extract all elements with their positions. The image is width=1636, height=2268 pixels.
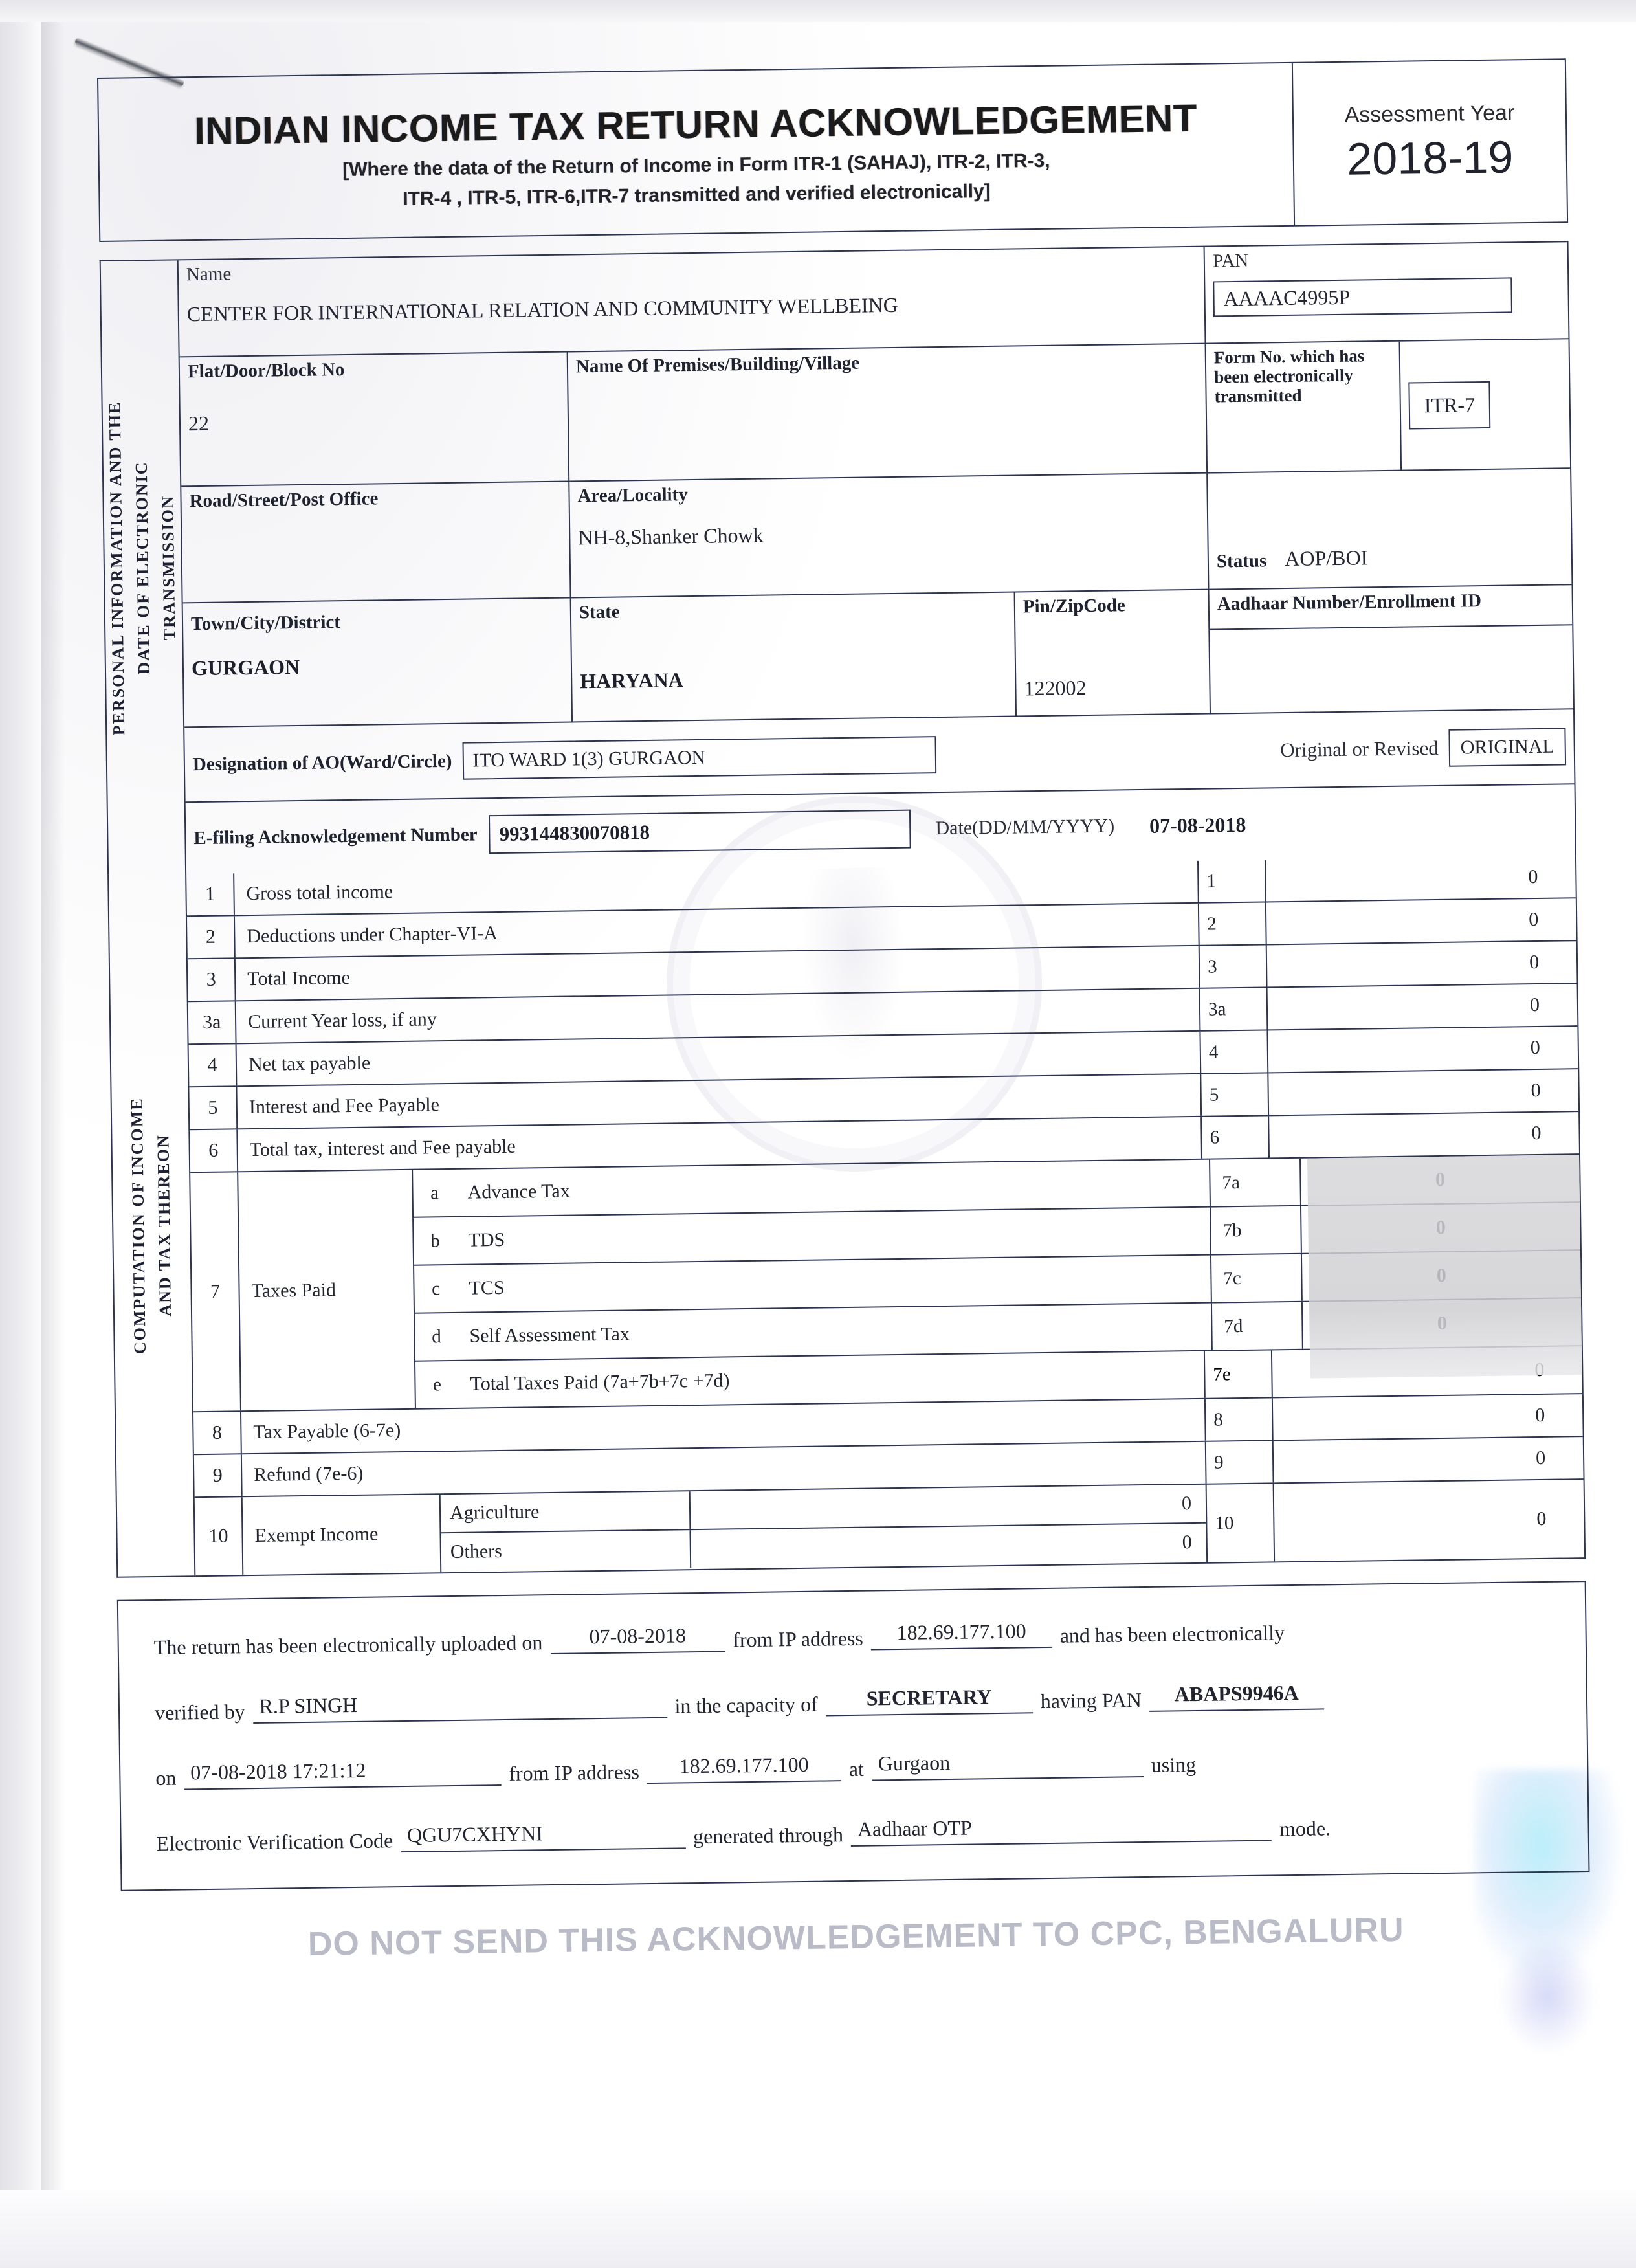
aadhaar-label-cell — [1210, 585, 1573, 630]
row-code: 3a — [1199, 988, 1268, 1030]
row-description: Interest and Fee Payable — [249, 1094, 440, 1118]
pin-label: Pin/ZipCode — [1022, 595, 1125, 617]
itr-acknowledgement-form — [97, 58, 1591, 1966]
road-area-status-row — [181, 469, 1571, 603]
row-code: 2 — [1198, 902, 1267, 944]
form-no-label-cell — [1206, 342, 1402, 474]
premises-value[interactable] — [577, 399, 1198, 407]
row-description: Net tax payable — [248, 1052, 371, 1076]
upload-ip-value[interactable]: 182.69.177.100 — [870, 1619, 1052, 1651]
computation-side-label — [109, 874, 195, 1576]
verify-text-ip: from IP address — [733, 1626, 863, 1652]
verify-text-uploaded-on: The return has been electronically uploaded on — [153, 1630, 543, 1660]
row-code: 6 — [1200, 1116, 1270, 1158]
row-number: 9 — [194, 1454, 243, 1496]
exempt-income-amount[interactable]: 0 — [1536, 1507, 1547, 1530]
taxes-paid-title: Taxes Paid — [238, 1170, 416, 1411]
pan-label: PAN — [1212, 250, 1249, 272]
do-not-send-warning: DO NOT SEND THIS ACKNOWLEDGEMENT TO CPC, BENGALURU — [307, 1911, 1404, 1963]
name-label: Name — [186, 263, 232, 285]
verified-by-value[interactable]: R.P SINGH — [252, 1689, 667, 1724]
item-letter: b — [430, 1230, 441, 1251]
item-code: 7b — [1210, 1206, 1301, 1254]
row-code: 3 — [1199, 945, 1268, 987]
row-code: 9 — [1205, 1441, 1274, 1483]
premises-cell — [568, 344, 1208, 482]
item-label: Self Assessment Tax — [469, 1323, 630, 1347]
row-amount[interactable]: 0 — [1529, 951, 1540, 973]
verification-line-3 — [155, 1743, 1552, 1790]
side-label-line-2: DATE OF ELECTRONIC — [131, 461, 153, 674]
computation-side-label-line-1: COMPUTATION OF INCOME — [127, 1096, 149, 1354]
verification-line-4 — [156, 1808, 1553, 1856]
name-cell — [179, 247, 1206, 358]
subrow-amount[interactable]: 0 — [1182, 1531, 1192, 1553]
pan-value: AAAAC4995P — [1223, 285, 1351, 311]
row-number: 3 — [188, 959, 236, 1001]
item-letter: a — [430, 1182, 439, 1203]
computation-side-label-line-2: AND TAX THEREON — [153, 1133, 175, 1317]
total-label: Total Taxes Paid (7a+7b+7c +7d) — [470, 1370, 730, 1395]
row-description: Tax Payable (6-7e) — [253, 1419, 401, 1443]
premises-label: Name Of Premises/Building/Village — [575, 352, 860, 377]
form-no-label: Form No. which has been electronically transmitted — [1213, 346, 1365, 406]
verification-line-2 — [155, 1678, 1551, 1725]
ink-smudge-artifact-secondary — [1499, 1938, 1596, 2054]
row-description: Deductions under Chapter-VI-A — [247, 922, 498, 948]
town-value-cell — [183, 612, 573, 728]
personal-information-body — [179, 242, 1575, 874]
pin-value-cell — [1015, 630, 1211, 717]
total-letter: e — [432, 1373, 442, 1395]
road-street-cell — [181, 482, 571, 603]
town-value[interactable]: GURGAON — [191, 655, 300, 680]
name-pan-row — [179, 242, 1569, 357]
form-header — [97, 58, 1568, 242]
row-number: 4 — [189, 1044, 238, 1086]
assessment-year-label: Assessment Year — [1344, 100, 1515, 128]
row-amount[interactable]: 0 — [1528, 908, 1539, 931]
ack-value: 993144830070818 — [499, 820, 650, 845]
assessment-year-value: 2018-19 — [1346, 131, 1514, 184]
header-subtitle-line-2: ITR-4 , ITR-5, ITR-6,ITR-7 transmitted and verified electronically] — [403, 180, 991, 210]
row-number: 5 — [189, 1087, 238, 1129]
exempt-income-breakdown — [441, 1485, 1206, 1572]
ao-value: ITO WARD 1(3) GURGAON — [472, 746, 706, 772]
verify-text-ip2: from IP address — [509, 1760, 640, 1785]
verify-text-capacity: in the capacity of — [674, 1692, 818, 1718]
state-label: State — [579, 601, 620, 623]
state-value[interactable]: HARYANA — [580, 668, 683, 693]
ack-value-box[interactable] — [489, 810, 911, 854]
subrow-label: Agriculture — [441, 1491, 691, 1532]
road-street-value[interactable] — [190, 533, 561, 538]
subrow-amount[interactable]: 0 — [1181, 1493, 1192, 1515]
state-label-cell — [571, 593, 1016, 639]
item-label: TCS — [469, 1276, 505, 1299]
row-code: 5 — [1200, 1073, 1269, 1115]
original-or-revised-label: Original or Revised — [1280, 736, 1439, 762]
flat-door-block-label: Flat/Door/Block No — [187, 359, 345, 383]
town-label-text: Town/City/District — [190, 612, 341, 635]
row-amount[interactable]: 0 — [1528, 865, 1538, 888]
verify-text-mode: mode. — [1279, 1816, 1331, 1841]
row-code: 8 — [1204, 1398, 1274, 1440]
generated-through-value[interactable]: Aadhaar OTP — [851, 1812, 1272, 1847]
row-description: Refund (7e-6) — [254, 1462, 364, 1486]
verify-text-on: on — [155, 1766, 177, 1790]
form-no-value-box[interactable] — [1408, 381, 1490, 429]
verify-text-verified-by: verified by — [154, 1700, 245, 1725]
pin-value[interactable]: 122002 — [1024, 676, 1087, 700]
form-no-value-cell — [1400, 339, 1571, 471]
row-amount[interactable]: 0 — [1535, 1404, 1545, 1427]
name-value[interactable]: CENTER FOR INTERNATIONAL RELATION AND COMMUNITY WELLBEING — [186, 293, 899, 326]
side-label-line-1: PERSONAL INFORMATION AND THE — [105, 401, 128, 736]
scan-bottom-gutter — [0, 2190, 1636, 2268]
pan-cell — [1205, 242, 1569, 344]
row-description: Total tax, interest and Fee payable — [249, 1135, 516, 1161]
area-locality-label: Area/Locality — [577, 484, 688, 507]
aadhaar-value-cell — [1210, 625, 1573, 714]
scan-shadow-artifact — [1307, 1155, 1582, 1378]
verification-section — [117, 1581, 1590, 1891]
ack-label: E-filing Acknowledgement Number — [193, 824, 478, 849]
ao-value-box[interactable] — [462, 736, 936, 780]
item-letter: c — [431, 1278, 441, 1299]
original-or-revised-value: ORIGINAL — [1460, 735, 1554, 759]
flat-premises-form-row — [180, 339, 1570, 487]
flat-door-block-value[interactable]: 22 — [188, 412, 210, 436]
exempt-income-number: 10 — [195, 1497, 244, 1575]
verifier-pan-value[interactable]: ABAPS9946A — [1149, 1680, 1325, 1712]
verify-ip-value[interactable]: 182.69.177.100 — [647, 1752, 841, 1784]
subrow-label: Others — [441, 1530, 691, 1571]
computation-section — [107, 856, 1586, 1578]
side-label-line-3: TRANSMISSION — [158, 495, 179, 641]
row-description: Total Income — [247, 967, 351, 990]
header-subtitle-line-1: [Where the data of the Return of Income in Form ITR-1 (SAHAJ), ITR-2, ITR-3, — [342, 150, 1050, 181]
pan-value-box[interactable] — [1213, 277, 1512, 317]
date-label: Date(DD/MM/YYYY) — [935, 815, 1115, 839]
aadhaar-label: Aadhaar Number/Enrollment ID — [1217, 590, 1482, 615]
row-amount[interactable]: 0 — [1529, 994, 1540, 1016]
personal-information-section — [100, 241, 1576, 875]
status-cell — [1208, 469, 1571, 590]
scan-top-gutter — [0, 0, 1636, 22]
row-amount[interactable]: 0 — [1531, 1122, 1542, 1144]
assessment-year-block — [1292, 60, 1567, 225]
item-code: 7a — [1209, 1159, 1300, 1206]
scan-left-gutter — [0, 0, 41, 2268]
header-title-area — [98, 63, 1294, 241]
place-value[interactable]: Gurgaon — [871, 1748, 1144, 1781]
row-amount[interactable]: 0 — [1531, 1079, 1541, 1102]
status-label: Status — [1216, 550, 1267, 572]
row-description: Current Year loss, if any — [247, 1008, 437, 1033]
exempt-income-title: Exempt Income — [243, 1495, 442, 1575]
row-number: 2 — [187, 916, 236, 958]
verify-text-evc-label: Electronic Verification Code — [156, 1829, 393, 1856]
form-no-value: ITR-7 — [1424, 392, 1476, 417]
area-locality-cell — [569, 474, 1209, 599]
row-code: 4 — [1199, 1030, 1268, 1073]
pin-label-cell — [1015, 590, 1210, 633]
taxes-paid-number: 7 — [190, 1172, 241, 1411]
area-locality-value[interactable]: NH-8,Shanker Chowk — [578, 524, 764, 550]
item-label: Advance Tax — [467, 1180, 570, 1203]
item-code: 7d — [1211, 1302, 1302, 1350]
state-value-cell — [571, 632, 1017, 722]
road-street-label: Road/Street/Post Office — [189, 488, 379, 512]
verify-text-electronically: and has been electronically — [1059, 1621, 1285, 1647]
row-amount[interactable]: 0 — [1535, 1447, 1546, 1469]
status-value[interactable]: AOP/BOI — [1285, 546, 1368, 571]
personal-information-side-label — [101, 260, 186, 874]
total-code: 7e — [1204, 1350, 1273, 1397]
verify-text-at: at — [848, 1757, 865, 1781]
row-description: Gross total income — [246, 881, 393, 905]
verification-line-1 — [153, 1612, 1550, 1660]
row-number: 8 — [193, 1412, 242, 1454]
flat-door-block-cell — [180, 353, 570, 487]
ao-label: Designation of AO(Ward/Circle) — [192, 750, 452, 775]
verified-on-value[interactable]: 07-08-2018 17:21:12 — [184, 1757, 502, 1790]
verify-text-having-pan: having PAN — [1040, 1688, 1142, 1713]
date-value[interactable]: 07-08-2018 — [1149, 812, 1246, 838]
taxes-paid-block — [190, 1155, 1582, 1412]
page-title: INDIAN INCOME TAX RETURN ACKNOWLEDGEMENT — [193, 96, 1198, 153]
row-number: 3a — [188, 1001, 237, 1043]
row-number: 6 — [190, 1129, 238, 1172]
computation-body — [186, 856, 1584, 1575]
verify-text-generated-through: generated through — [692, 1823, 844, 1849]
item-code: 7c — [1210, 1254, 1301, 1302]
row-amount[interactable]: 0 — [1530, 1036, 1541, 1059]
scan-edge-shadow — [41, 0, 65, 2268]
row-number: 1 — [186, 873, 235, 915]
evc-value[interactable]: QGU7CXHYNI — [401, 1819, 686, 1852]
verify-text-using: using — [1151, 1752, 1197, 1777]
aadhaar-value[interactable] — [1217, 629, 1564, 634]
row-code: 1 — [1197, 860, 1266, 902]
item-letter: d — [432, 1326, 441, 1347]
uploaded-on-value[interactable]: 07-08-2018 — [550, 1623, 725, 1655]
capacity-value[interactable]: SECRETARY — [825, 1684, 1033, 1716]
item-label: TDS — [468, 1228, 505, 1251]
original-or-revised-box[interactable] — [1448, 728, 1566, 766]
exempt-income-code: 10 — [1206, 1484, 1276, 1562]
